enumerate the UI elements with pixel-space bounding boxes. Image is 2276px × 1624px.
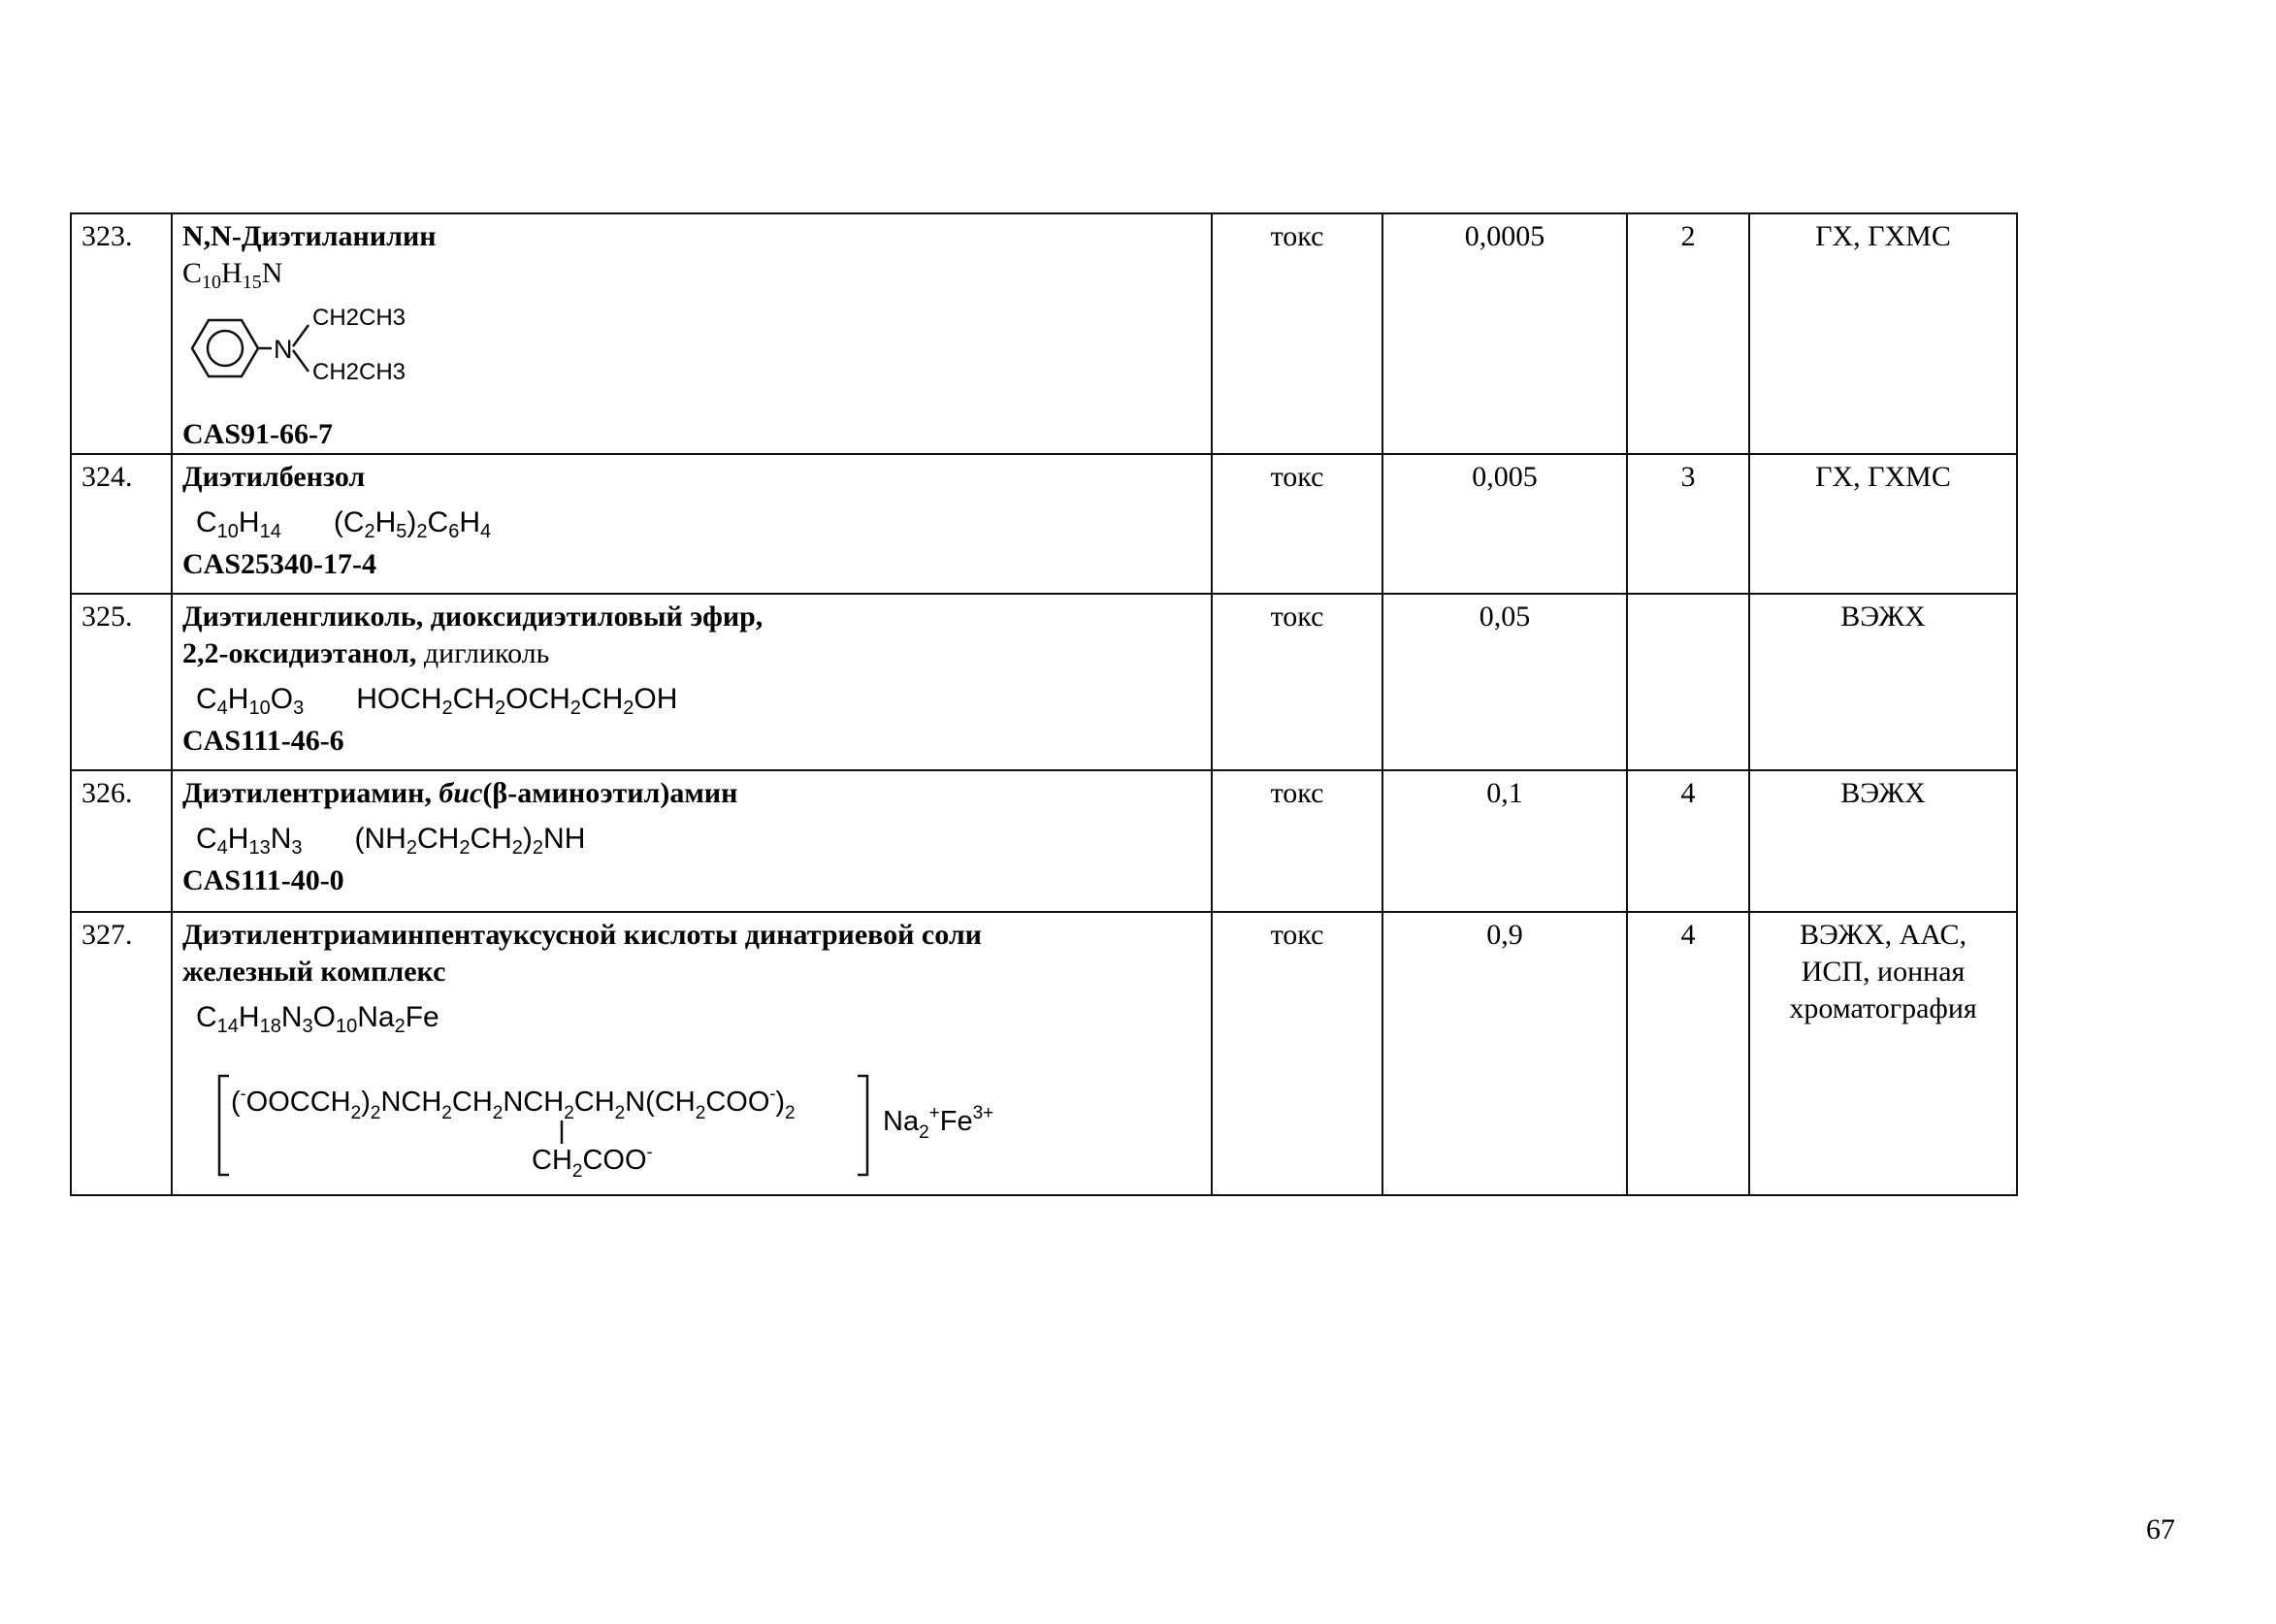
substance-cell: [172, 454, 1212, 594]
substance-name: Диэтилентриаминпентауксусной кислоты динатриевой соли железный комплекс: [182, 919, 982, 988]
complex-counter-ions: $Na_2^+Fe^{3+}$: [883, 1103, 994, 1143]
table-row: [71, 912, 2017, 1195]
complex-main-chain: $(^-OOCCH_2)_2NCH_2CH_2NCH_2CH_2N(CH_2COO^-)_2$: [231, 1084, 796, 1123]
class-cell: токс: [1212, 454, 1382, 594]
value-cell: 0,1: [1382, 770, 1627, 912]
substance-name: N,N-Диэтиланилин: [182, 220, 437, 252]
class-cell: токс: [1212, 213, 1382, 454]
hazard-cell: 4: [1627, 912, 1749, 1195]
molecular-formula: $C_{14}H_{18}N_3O_{10}Na_2Fe$: [196, 1001, 439, 1037]
cas-number: CAS25340-17-4: [182, 548, 376, 580]
row-number: 323.: [71, 213, 172, 454]
table-row: [71, 594, 2017, 770]
substance-cell: [172, 912, 1212, 1195]
value-cell: 0,0005: [1382, 213, 1627, 454]
substances-table: [70, 212, 2018, 1196]
row-number: 326.: [71, 770, 172, 912]
substance-name: Диэтилентриамин, бис(β-аминоэтил)амин: [182, 777, 738, 809]
molecular-formula: $C_4H_{13}N_3$ $(NH_2CH_2CH_2)_2NH$: [196, 823, 586, 859]
molecular-formula: $C_{10}H_{15}N$: [182, 257, 283, 293]
class-cell: токс: [1212, 770, 1382, 912]
hazard-cell: 2: [1627, 213, 1749, 454]
hazard-cell: 4: [1627, 770, 1749, 912]
page-number: 67: [2146, 1513, 2175, 1545]
method-cell: ВЭЖХ, ААС, ИСП, ионная хроматография: [1749, 912, 2017, 1195]
ethyl-group-top: CH2CH3: [312, 305, 406, 331]
cas-number: CAS91-66-7: [182, 418, 333, 450]
row-number: 324.: [71, 454, 172, 594]
method-cell: ГХ, ГХМС: [1749, 213, 2017, 454]
hazard-cell: [1627, 594, 1749, 770]
ethyl-group-bottom: CH2CH3: [312, 359, 406, 385]
method-cell: ВЭЖХ: [1749, 770, 2017, 912]
substance-name: Диэтиленгликоль, диоксидиэтиловый эфир, 2,2-оксидиэтанол, дигликоль: [182, 601, 764, 669]
molecular-formula: $C_{10}H_{14}$ $(C_2H_5)_2C_6H_4$: [196, 506, 492, 542]
method-cell: ГХ, ГХМС: [1749, 454, 2017, 594]
nitrogen-atom-label: N: [274, 335, 293, 364]
complex-branch: $CH_2COO^-$: [532, 1142, 653, 1182]
cas-number: CAS111-46-6: [182, 725, 344, 757]
diethylaniline-structure: [182, 294, 473, 408]
row-number: 325.: [71, 594, 172, 770]
value-cell: 0,05: [1382, 594, 1627, 770]
molecular-formula: $C_4H_{10}O_3$ $HOCH_2CH_2OCH_2CH_2OH$: [196, 683, 678, 719]
cas-number: CAS111-40-0: [182, 864, 344, 896]
method-cell: ВЭЖХ: [1749, 594, 2017, 770]
class-cell: токс: [1212, 912, 1382, 1195]
table-row: [71, 213, 2017, 454]
hazard-cell: 3: [1627, 454, 1749, 594]
table-row: [71, 770, 2017, 912]
substance-name: Диэтилбензол: [182, 461, 366, 493]
value-cell: 0,005: [1382, 454, 1627, 594]
iron-complex-structure: [182, 1068, 1056, 1183]
class-cell: токс: [1212, 594, 1382, 770]
substance-cell: [172, 594, 1212, 770]
substance-cell: [172, 770, 1212, 912]
table-row: [71, 454, 2017, 594]
row-number: 327.: [71, 912, 172, 1195]
substance-cell: [172, 213, 1212, 454]
value-cell: 0,9: [1382, 912, 1627, 1195]
